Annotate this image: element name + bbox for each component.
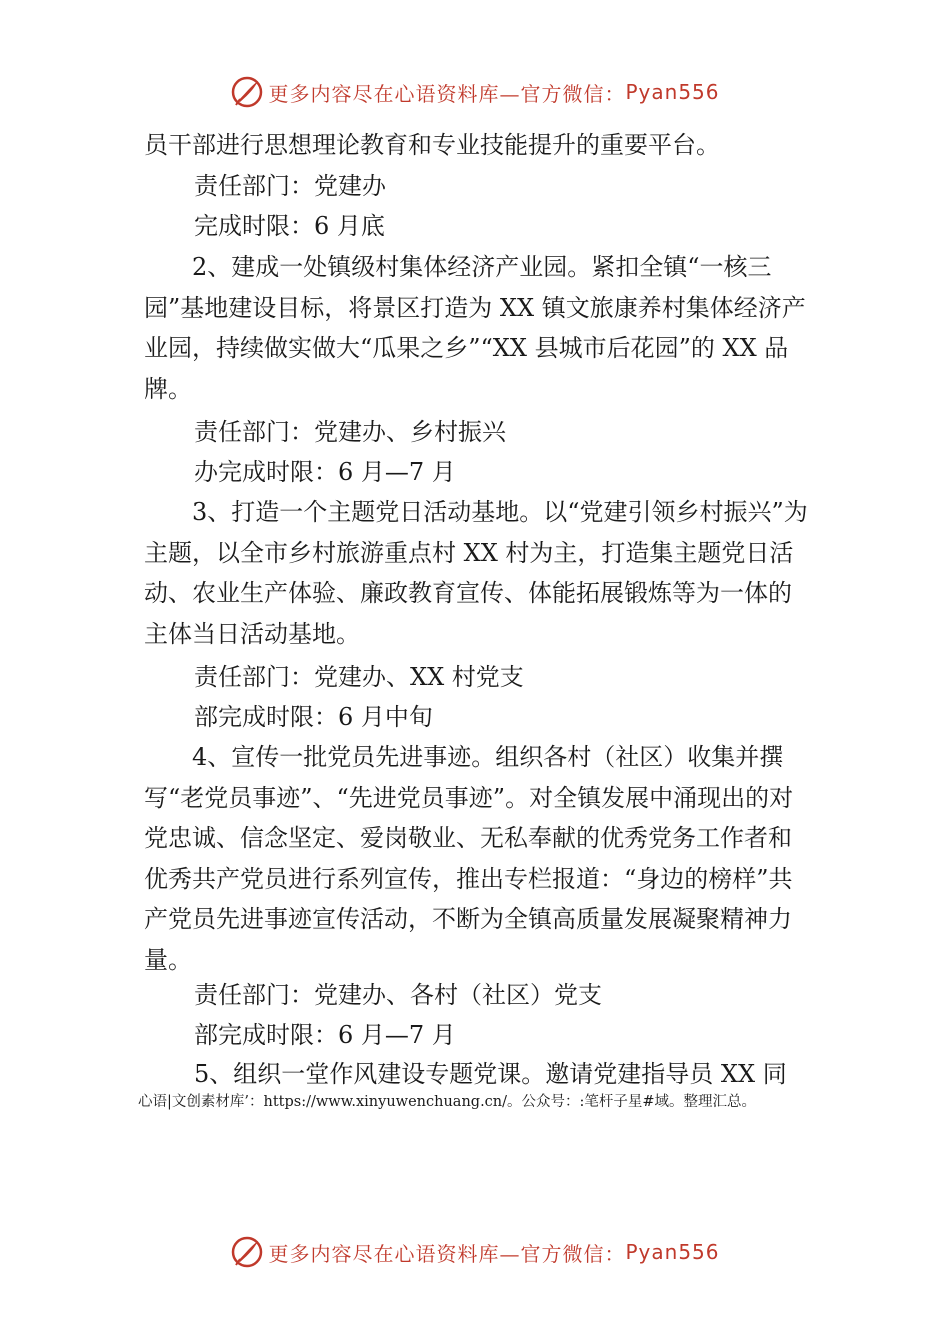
paragraph-item-2: 2、建成一处镇级村集体经济产业园。紧扣全镇“一核三园”基地建设目标，将景区打造为 XX 镇文旅康养村集体经济产业园，持续做实做大“瓜果之乡”“XX 县城市后花园”的 XX 品牌。	[144, 253, 806, 403]
watermark-text: 更多内容尽在心语资料库—官方微信：	[268, 81, 626, 106]
text-line: 办完成时限：6 月—7 月	[194, 458, 456, 486]
watermark-header	[0, 72, 950, 112]
text-line: 责任部门：党建办、各村（社区）党支	[194, 981, 602, 1009]
source-footer-note: 心语|文创素材库’：https://www.xinyuwenchuang.cn/。公众号：:笔杆子星#域。整理汇总。	[138, 1094, 757, 1110]
watermark-id: Pyan556	[625, 1240, 720, 1264]
watermark-footer	[0, 1232, 950, 1272]
feather-quill-logo-icon	[230, 1235, 264, 1269]
watermark-id: Pyan556	[625, 80, 720, 104]
paragraph-item-3: 3、打造一个主题党日活动基地。以“党建引领乡村振兴”为主题，以全市乡村旅游重点村 XX 村为主，打造集主题党日活动、农业生产体验、廉政教育宣传、体能拓展锻炼等为一体的主体当日活动基地。	[144, 498, 808, 648]
text-line: 责任部门：党建办、XX 村党支	[194, 663, 524, 691]
text-line: 完成时限：6 月底	[194, 212, 385, 240]
feather-quill-logo-icon	[230, 75, 264, 109]
text-line: 部完成时限：6 月中旬	[194, 703, 433, 731]
watermark-text: 更多内容尽在心语资料库—官方微信：	[268, 1241, 626, 1266]
text-line: 员干部进行思想理论教育和专业技能提升的重要平台。	[144, 131, 720, 159]
text-line: 5、组织一堂作风建设专题党课。邀请党建指导员 XX 同	[194, 1060, 787, 1088]
paragraph-item-4: 4、宣传一批党员先进事迹。组织各村（社区）收集并撰写“老党员事迹”、“先进党员事迹”。对全镇发展中涌现出的对党忠诚、信念坚定、爱岗敬业、无私奉献的优秀党务工作者和优秀共产党员进行系列宣传，推出专栏报道：“身边的榜样”共产党员先进事迹宣传活动，不断为全镇高质量发展凝聚精神力量。	[144, 743, 794, 974]
text-line: 责任部门：党建办、乡村振兴	[194, 418, 506, 446]
text-line: 部完成时限：6 月—7 月	[194, 1021, 456, 1049]
text-line: 责任部门：党建办	[194, 172, 386, 200]
